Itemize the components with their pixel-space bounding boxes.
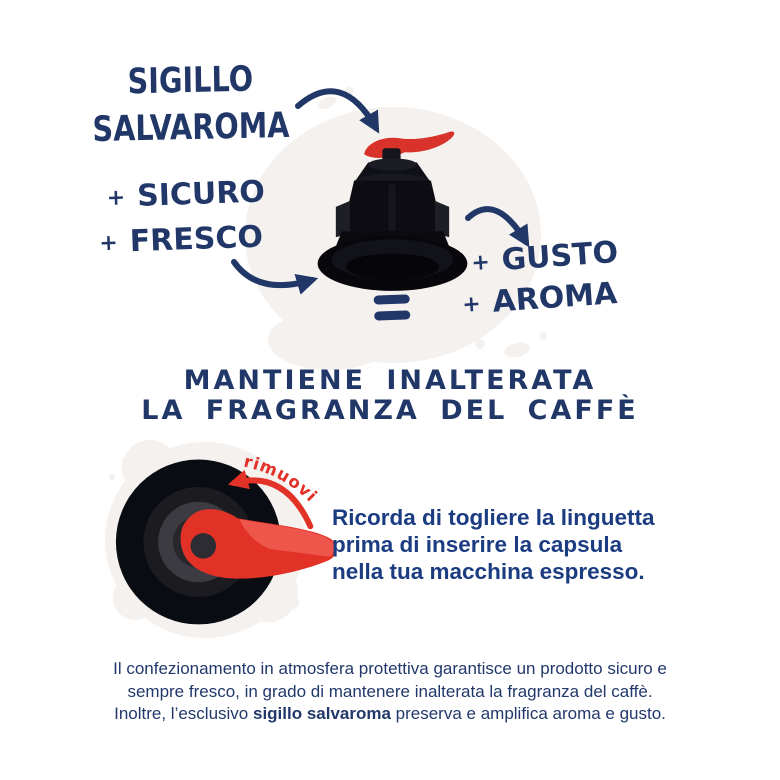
benefit-label-fresco: FRESCO (129, 219, 264, 260)
reminder-line1: Ricorda di togliere la linguetta (332, 505, 655, 530)
footer-line1: Il confezionamento in atmosfera protettiva garantisce un prodotto sicuro e (113, 659, 667, 678)
headline-line2: SALVAROMA (92, 105, 290, 151)
tagline-line1: MANTIENE INALTERATA (183, 365, 597, 396)
footer-line2: sempre fresco, in grado di mantenere inalterata la fragranza del caffè. (127, 681, 653, 701)
benefit-label-aroma: AROMA (491, 276, 619, 320)
equals-top-bar (374, 294, 410, 304)
benefit-sicuro (106, 170, 266, 220)
footer-line3-bold: sigillo salvaroma (252, 704, 391, 723)
benefit-label-gusto: GUSTO (500, 234, 620, 278)
equals-sign (374, 294, 411, 320)
headline-sigillo-salvaroma (88, 56, 294, 154)
curved-arrow-down-right-icon (292, 68, 402, 148)
reminder-line2: prima di inserire la capsula (332, 532, 623, 557)
reminder-line3: nella tua macchina espresso. (332, 559, 645, 584)
remove-label: rimuovi (242, 451, 322, 506)
footer-line3 (40, 703, 740, 726)
plus-sign: + (461, 291, 482, 318)
equals-bottom-bar (374, 310, 410, 320)
plus-sign: + (470, 249, 491, 277)
benefits-right (458, 233, 622, 326)
footer-line3-post: preserva e amplifica aroma e gusto. (390, 704, 666, 723)
headline-line1: SIGILLO (127, 59, 254, 103)
benefit-label-sicuro: SICURO (136, 174, 266, 214)
capsule-top-view-illustration (92, 432, 348, 648)
tagline (0, 366, 780, 426)
footer-line3-pre: Inoltre, l’esclusivo (114, 704, 253, 723)
curved-arrow-right-icon (228, 250, 323, 298)
capsule-body (318, 148, 468, 291)
reminder-text (332, 504, 655, 585)
footer-paragraph (40, 658, 740, 726)
plus-sign: + (106, 185, 126, 211)
plus-sign: + (98, 230, 119, 257)
tagline-line2: LA FRAGRANZA DEL CAFFÈ (141, 395, 639, 426)
